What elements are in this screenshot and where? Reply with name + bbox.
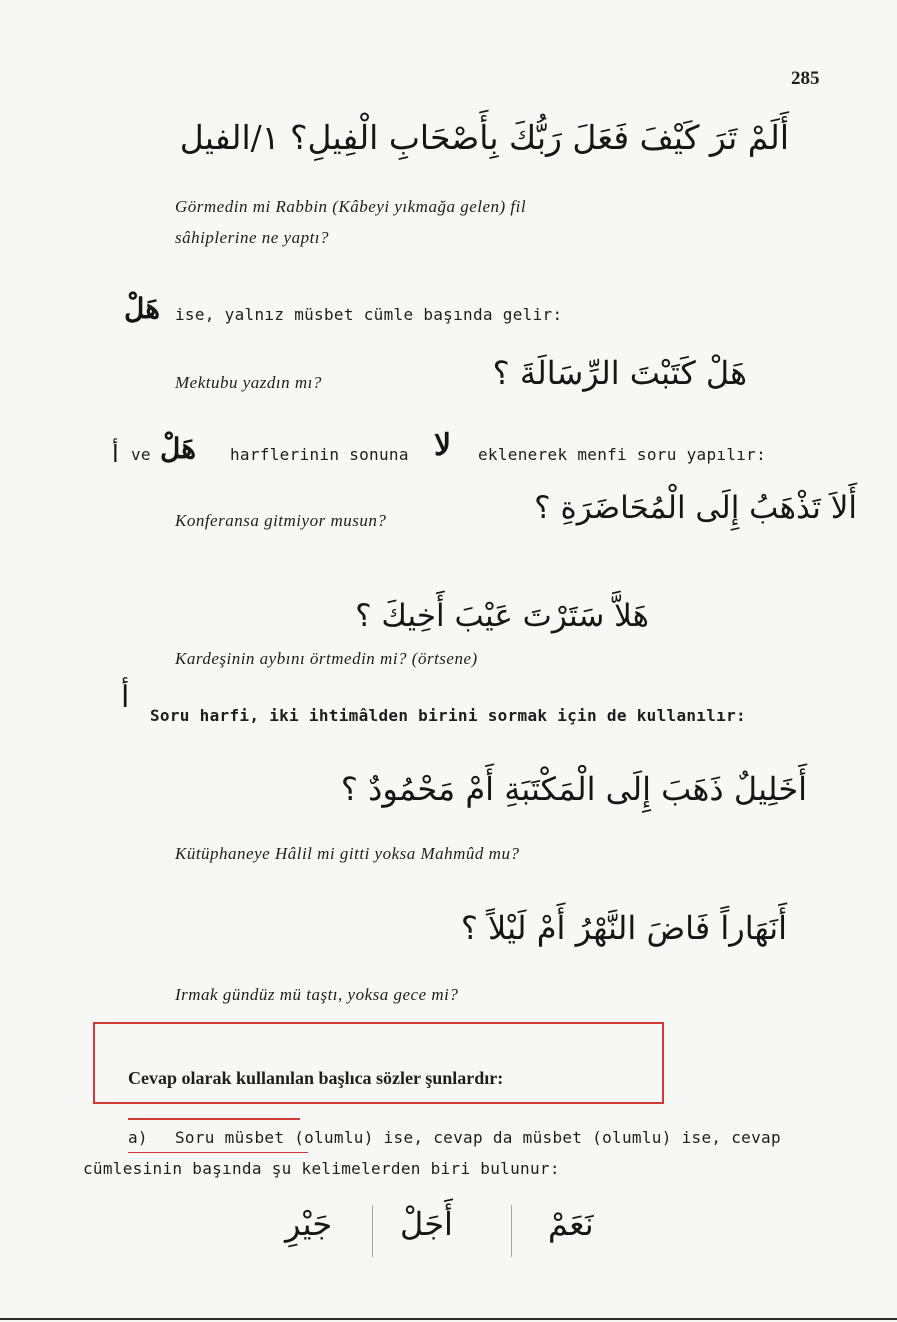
answer-divider-2 — [372, 1205, 373, 1257]
translation-2: Mektubu yazdın mı? — [175, 373, 322, 392]
item-a-line-2: cümlesinin başında şu kelimelerden biri bulunur: — [83, 1159, 560, 1178]
particle-hal: هَلْ — [124, 292, 160, 325]
highlight-box — [93, 1022, 664, 1104]
arabic-verse-1: أَلَمْ تَرَ كَيْفَ فَعَلَ رَبُّكَ بِأَصْحَابِ الْفِيلِ؟ ١/الفيل — [179, 118, 789, 157]
arabic-example-6: أَنَهَاراً فَاضَ النَّهْرُ أَمْ لَيْلاً ؟ — [460, 909, 787, 947]
arabic-example-5: أَخَلِيلٌ ذَهَبَ إِلَى الْمَكْتَبَةِ أَمْ مَحْمُودٌ ؟ — [340, 770, 807, 808]
translation-5: Kütüphaneye Hâlil mi gitti yoksa Mahmûd mu? — [175, 844, 520, 863]
red-underline-mark-2 — [128, 1152, 308, 1153]
item-a-label: a) — [128, 1128, 148, 1147]
arabic-example-2: هَلْ كَتَبْتَ الرِّسَالَةَ ؟ — [492, 354, 747, 392]
alif-rule-text: Soru harfi, iki ihtimâlden birini sormak için de kullanılır: — [150, 706, 746, 725]
arabic-example-4: هَلاَّ سَتَرْتَ عَيْبَ أَخِيكَ ؟ — [355, 598, 649, 634]
bottom-edge-rule — [0, 1318, 897, 1320]
answer-word-ajal: أَجَلْ — [400, 1205, 453, 1243]
particle-la: لا — [434, 428, 452, 463]
item-a-line-1: Soru müsbet (olumlu) ise, cevap da müsbet (olumlu) ise, cevap — [175, 1128, 781, 1147]
answer-word-naam: نَعَمْ — [548, 1205, 594, 1243]
particle-hal-2: هَلْ — [160, 432, 196, 465]
answer-divider-1 — [511, 1205, 512, 1257]
translation-3: Konferansa gitmiyor musun? — [175, 511, 387, 530]
negation-text-mid: harflerinin sonuna — [230, 445, 409, 464]
particle-alif: أ — [112, 440, 119, 468]
hal-rule-text: ise, yalnız müsbet cümle başında gelir: — [175, 305, 563, 324]
negation-ve: ve — [131, 445, 151, 464]
page-number: 285 — [791, 68, 820, 89]
translation-1-line-1: Görmedin mi Rabbin (Kâbeyi yıkmağa gelen) fil — [175, 197, 527, 216]
red-underline-mark-1 — [128, 1118, 300, 1120]
negation-text-end: eklenerek menfi soru yapılır: — [478, 445, 767, 464]
particle-alif-2: أ — [121, 680, 130, 715]
translation-6: Irmak gündüz mü taştı, yoksa gece mi? — [175, 985, 459, 1004]
arabic-example-3: أَلاَ تَذْهَبُ إِلَى الْمُحَاضَرَةِ ؟ — [534, 490, 857, 526]
translation-1-line-2: sâhiplerine ne yaptı? — [175, 228, 330, 247]
translation-4: Kardeşinin aybını örtmedin mi? (örtsene) — [175, 649, 478, 668]
answer-word-jayri: جَيْرِ — [285, 1205, 333, 1243]
answer-heading: Cevap olarak kullanılan başlıca sözler şunlardır: — [128, 1068, 504, 1088]
